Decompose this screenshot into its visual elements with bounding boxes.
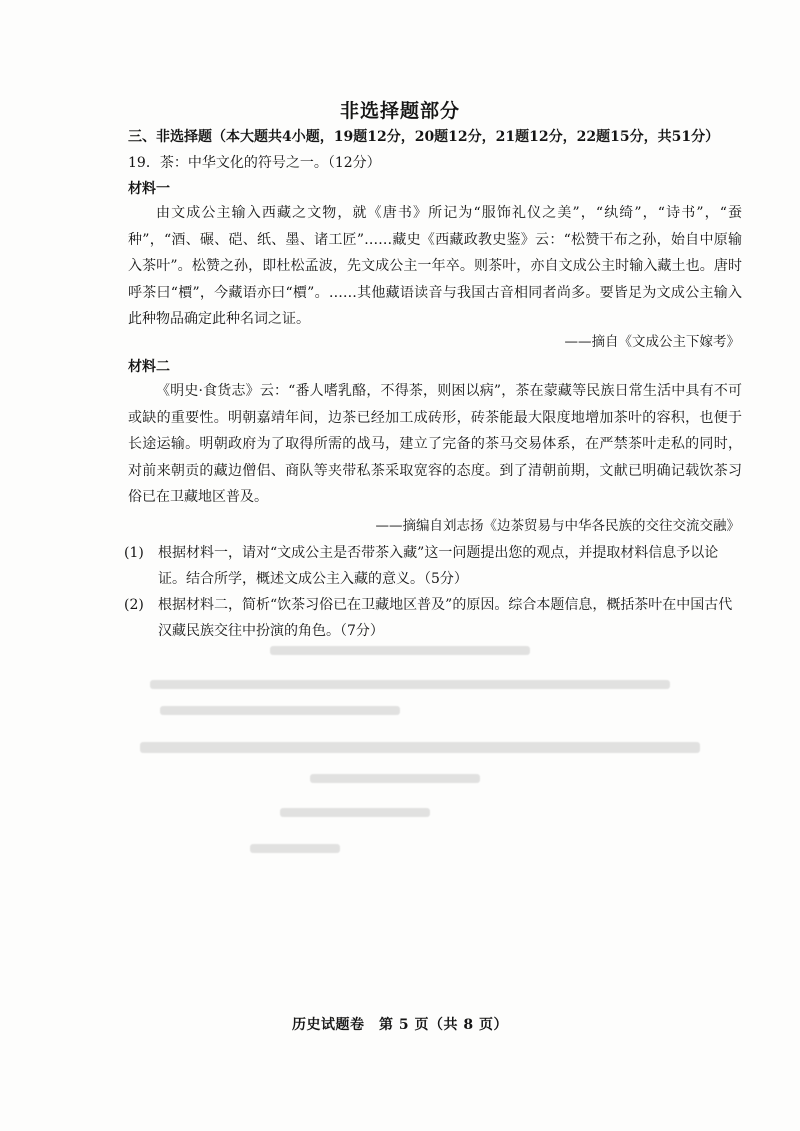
question-19-heading: 19．茶：中华文化的符号之一。（12分） xyxy=(128,155,381,171)
material-1-label: 材料一 xyxy=(128,181,170,197)
sub-question-2 xyxy=(124,592,744,644)
material-2-text: 《明史·食货志》云：“番人嗜乳酪，不得茶，则困以病”，茶在蒙藏等民族日常生活中具有不可或缺的重要性。明朝嘉靖年间，边茶已经加工成砖形，砖茶能最大限度地增加茶叶的容积，也便于长途运输。明朝政府为了取得所需的战马，建立了完备的茶马交易体系，在严禁茶叶走私的同时，对前来朝贡的藏边僧侣、商队等夹带私茶采取宽容的态度。到了清朝前期，文献已明确记载饮茶习俗已在卫藏地区普及。 xyxy=(128,383,742,505)
page-footer: 历史试题卷 第 5 页（共 8 页） xyxy=(292,1017,508,1033)
material-1-source: ——摘自《文成公主下嫁考》 xyxy=(564,334,740,350)
sub-question-1-text: 根据材料一，请对“文成公主是否带茶入藏”这一问题提出您的观点，并提取材料信息予以论证。结合所学，概述文成公主入藏的意义。（5分） xyxy=(158,545,719,587)
section-heading: 三、非选择题（本大题共4小题，19题12分，20题12分，21题12分，22题15分，共51分） xyxy=(128,129,720,145)
sub-question-2-number: (2) xyxy=(124,597,144,613)
material-2-source: ——摘编自刘志扬《边茶贸易与中华各民族的交往交流交融》 xyxy=(375,518,740,534)
material-2-label: 材料二 xyxy=(128,359,170,375)
sub-question-1 xyxy=(124,540,744,592)
sub-question-1-number: (1) xyxy=(124,545,144,561)
page-title: 非选择题部分 xyxy=(339,100,460,122)
material-1-text: 由文成公主输入西藏之文物，就《唐书》所记为“服饰礼仪之美”，“纨绮”，“诗书”，“蚕种”，“酒、碾、硙、纸、墨、诸工匠”……藏史《西藏政教史鉴》云：“松赞干布之孙，始自中原输入茶叶”。松赞之孙，即杜松孟波，先文成公主一年卒。则茶叶，亦自文成公主时输入藏土也。唐时呼茶曰“檟”，今藏语亦曰“檟”。……其他藏语读音与我国古音相同者尚多。要皆足为文成公主输入此种物品确定此种名词之证。 xyxy=(128,205,742,327)
reverse-side-bleed-through xyxy=(120,640,720,870)
sub-question-2-text: 根据材料二，简析“饮茶习俗已在卫藏地区普及”的原因。综合本题信息，概括茶叶在中国古代汉藏民族交往中扮演的角色。（7分） xyxy=(158,597,733,639)
